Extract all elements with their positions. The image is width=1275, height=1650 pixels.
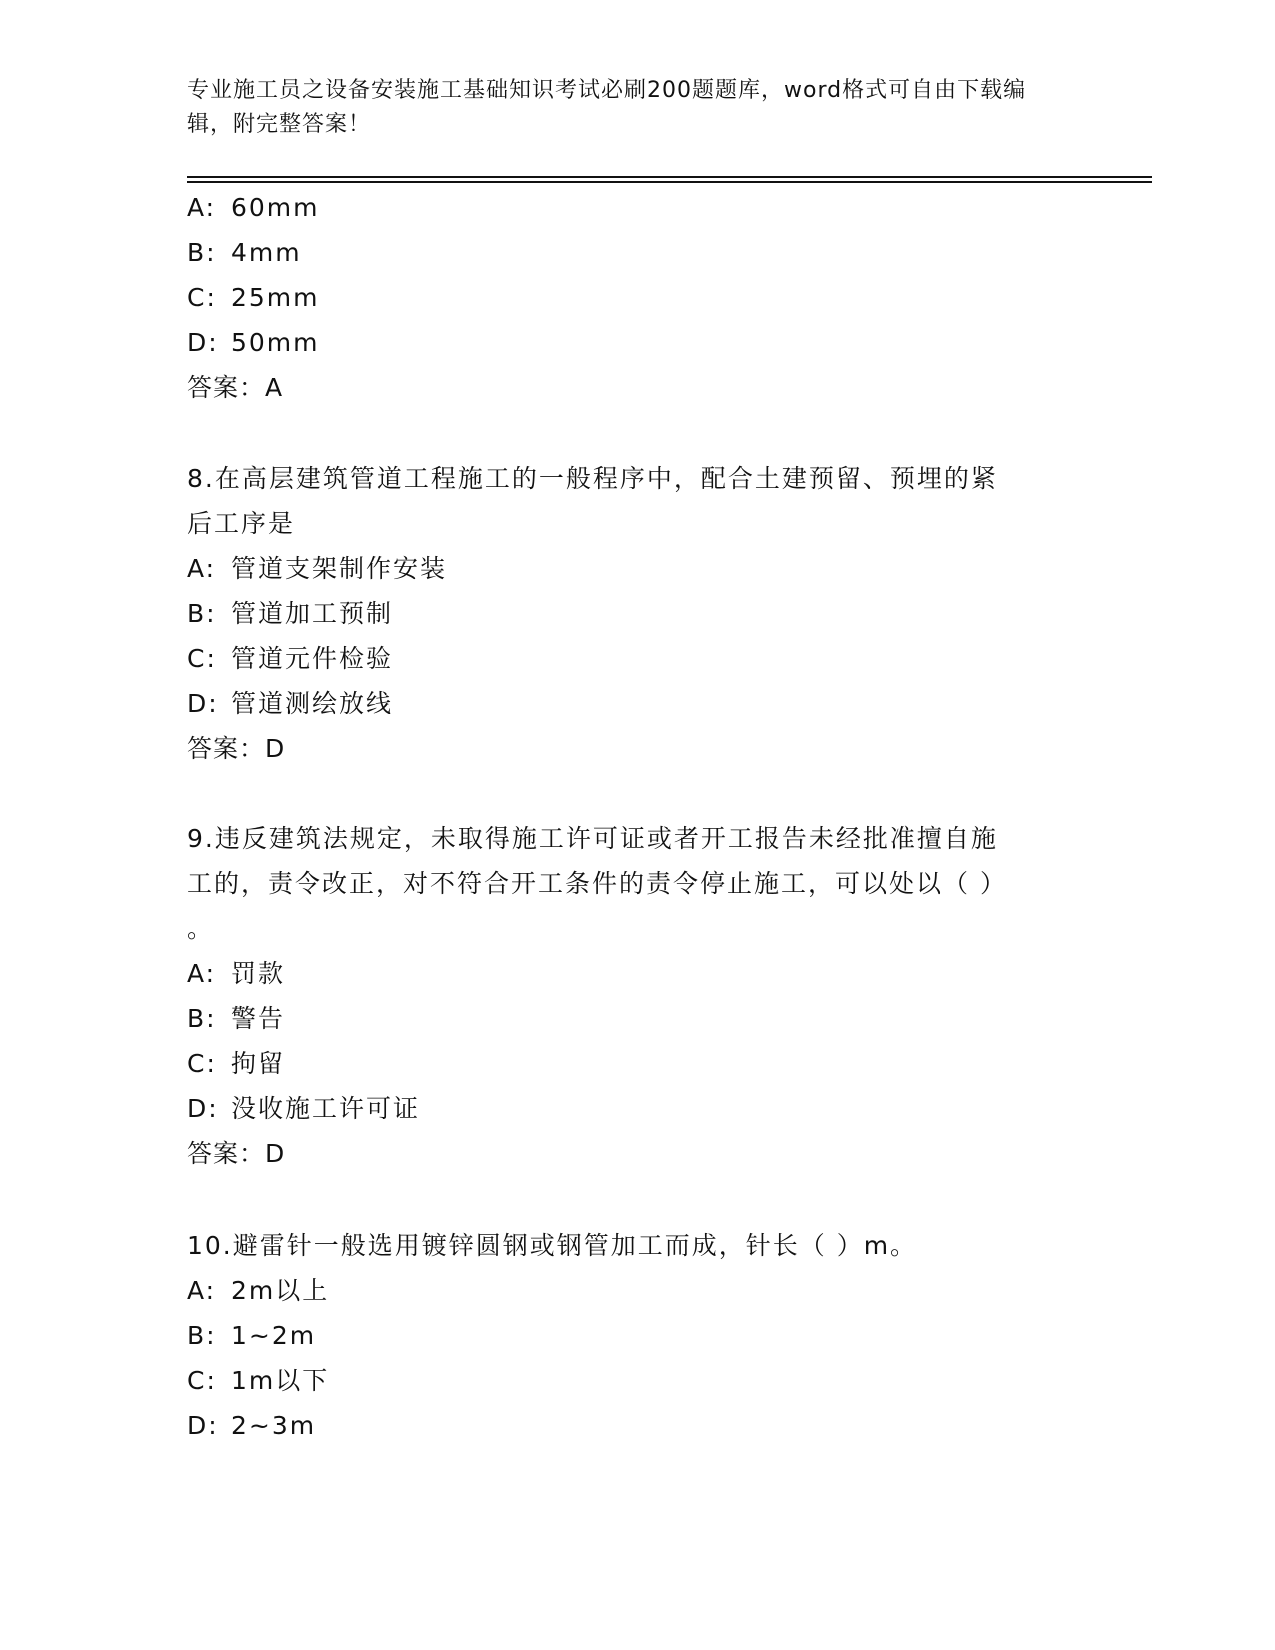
q9-option-a (187, 958, 285, 990)
header-divider-bottom (187, 181, 1152, 183)
q8-question-line-1: 8.在高层建筑管道工程施工的一般程序中，配合土建预留、预埋的紧 (187, 464, 998, 493)
option-text: 管道元件检验 (231, 644, 394, 673)
option-prefix: D: (187, 1411, 219, 1440)
option-text: 没收施工许可证 (231, 1094, 421, 1123)
q10-option-d (187, 1410, 316, 1442)
q9-question-line-3: 。 (187, 914, 215, 943)
option-text: 管道测绘放线 (231, 689, 394, 718)
q8-question-line-2: 后工序是 (187, 509, 296, 538)
option-text: 拘留 (231, 1049, 286, 1078)
option-text: 50mm (231, 328, 320, 357)
option-prefix: A: (187, 554, 217, 583)
option-text: 60mm (231, 193, 320, 222)
q9-option-c (187, 1048, 285, 1080)
document-title: 专业施工员之设备安装施工基础知识考试必刷200题题库，word格式可自由下载编辑，附完整答案！ (187, 78, 1027, 137)
option-prefix: C: (187, 1366, 217, 1395)
q8-answer: 答案：D (187, 734, 286, 763)
q7-option-d (187, 327, 320, 359)
q7-option-c (187, 282, 320, 314)
q7-option-b (187, 237, 302, 269)
q8-option-c (187, 643, 393, 675)
q10-option-c (187, 1365, 329, 1397)
option-prefix: C: (187, 283, 217, 312)
q10-question-line-1: 10.避雷针一般选用镀锌圆钢或钢管加工而成，针长（ ）m。 (187, 1231, 918, 1260)
q9-question-line-1: 9.违反建筑法规定，未取得施工许可证或者开工报告未经批准擅自施 (187, 824, 998, 853)
option-prefix: C: (187, 644, 217, 673)
option-text: 罚款 (231, 959, 286, 988)
q10-option-a (187, 1275, 329, 1307)
option-text: 管道加工预制 (231, 599, 394, 628)
option-prefix: D: (187, 1094, 219, 1123)
q8-option-b (187, 598, 393, 630)
option-text: 2~3m (231, 1411, 317, 1440)
option-text: 2m以上 (231, 1276, 330, 1305)
option-prefix: B: (187, 599, 217, 628)
option-prefix: A: (187, 959, 217, 988)
q7-answer: 答案：A (187, 373, 284, 402)
option-text: 警告 (231, 1004, 286, 1033)
option-prefix: A: (187, 193, 217, 222)
q7-option-a (187, 192, 320, 224)
option-text: 25mm (231, 283, 320, 312)
q10-option-b (187, 1320, 316, 1352)
option-text: 管道支架制作安装 (231, 554, 448, 583)
q8-option-d (187, 688, 393, 720)
option-prefix: D: (187, 328, 219, 357)
option-prefix: B: (187, 238, 217, 267)
q9-answer: 答案：D (187, 1139, 286, 1168)
q8-option-a (187, 553, 447, 585)
option-text: 1~2m (231, 1321, 317, 1350)
option-prefix: B: (187, 1004, 217, 1033)
q9-option-d (187, 1093, 420, 1125)
option-text: 1m以下 (231, 1366, 330, 1395)
option-text: 4mm (231, 238, 302, 267)
q9-question-line-2: 工的，责令改正，对不符合开工条件的责令停止施工，可以处以（ ） (187, 869, 1007, 898)
option-prefix: B: (187, 1321, 217, 1350)
option-prefix: C: (187, 1049, 217, 1078)
option-prefix: A: (187, 1276, 217, 1305)
option-prefix: D: (187, 689, 219, 718)
header-divider-top (187, 176, 1152, 178)
q9-option-b (187, 1003, 285, 1035)
